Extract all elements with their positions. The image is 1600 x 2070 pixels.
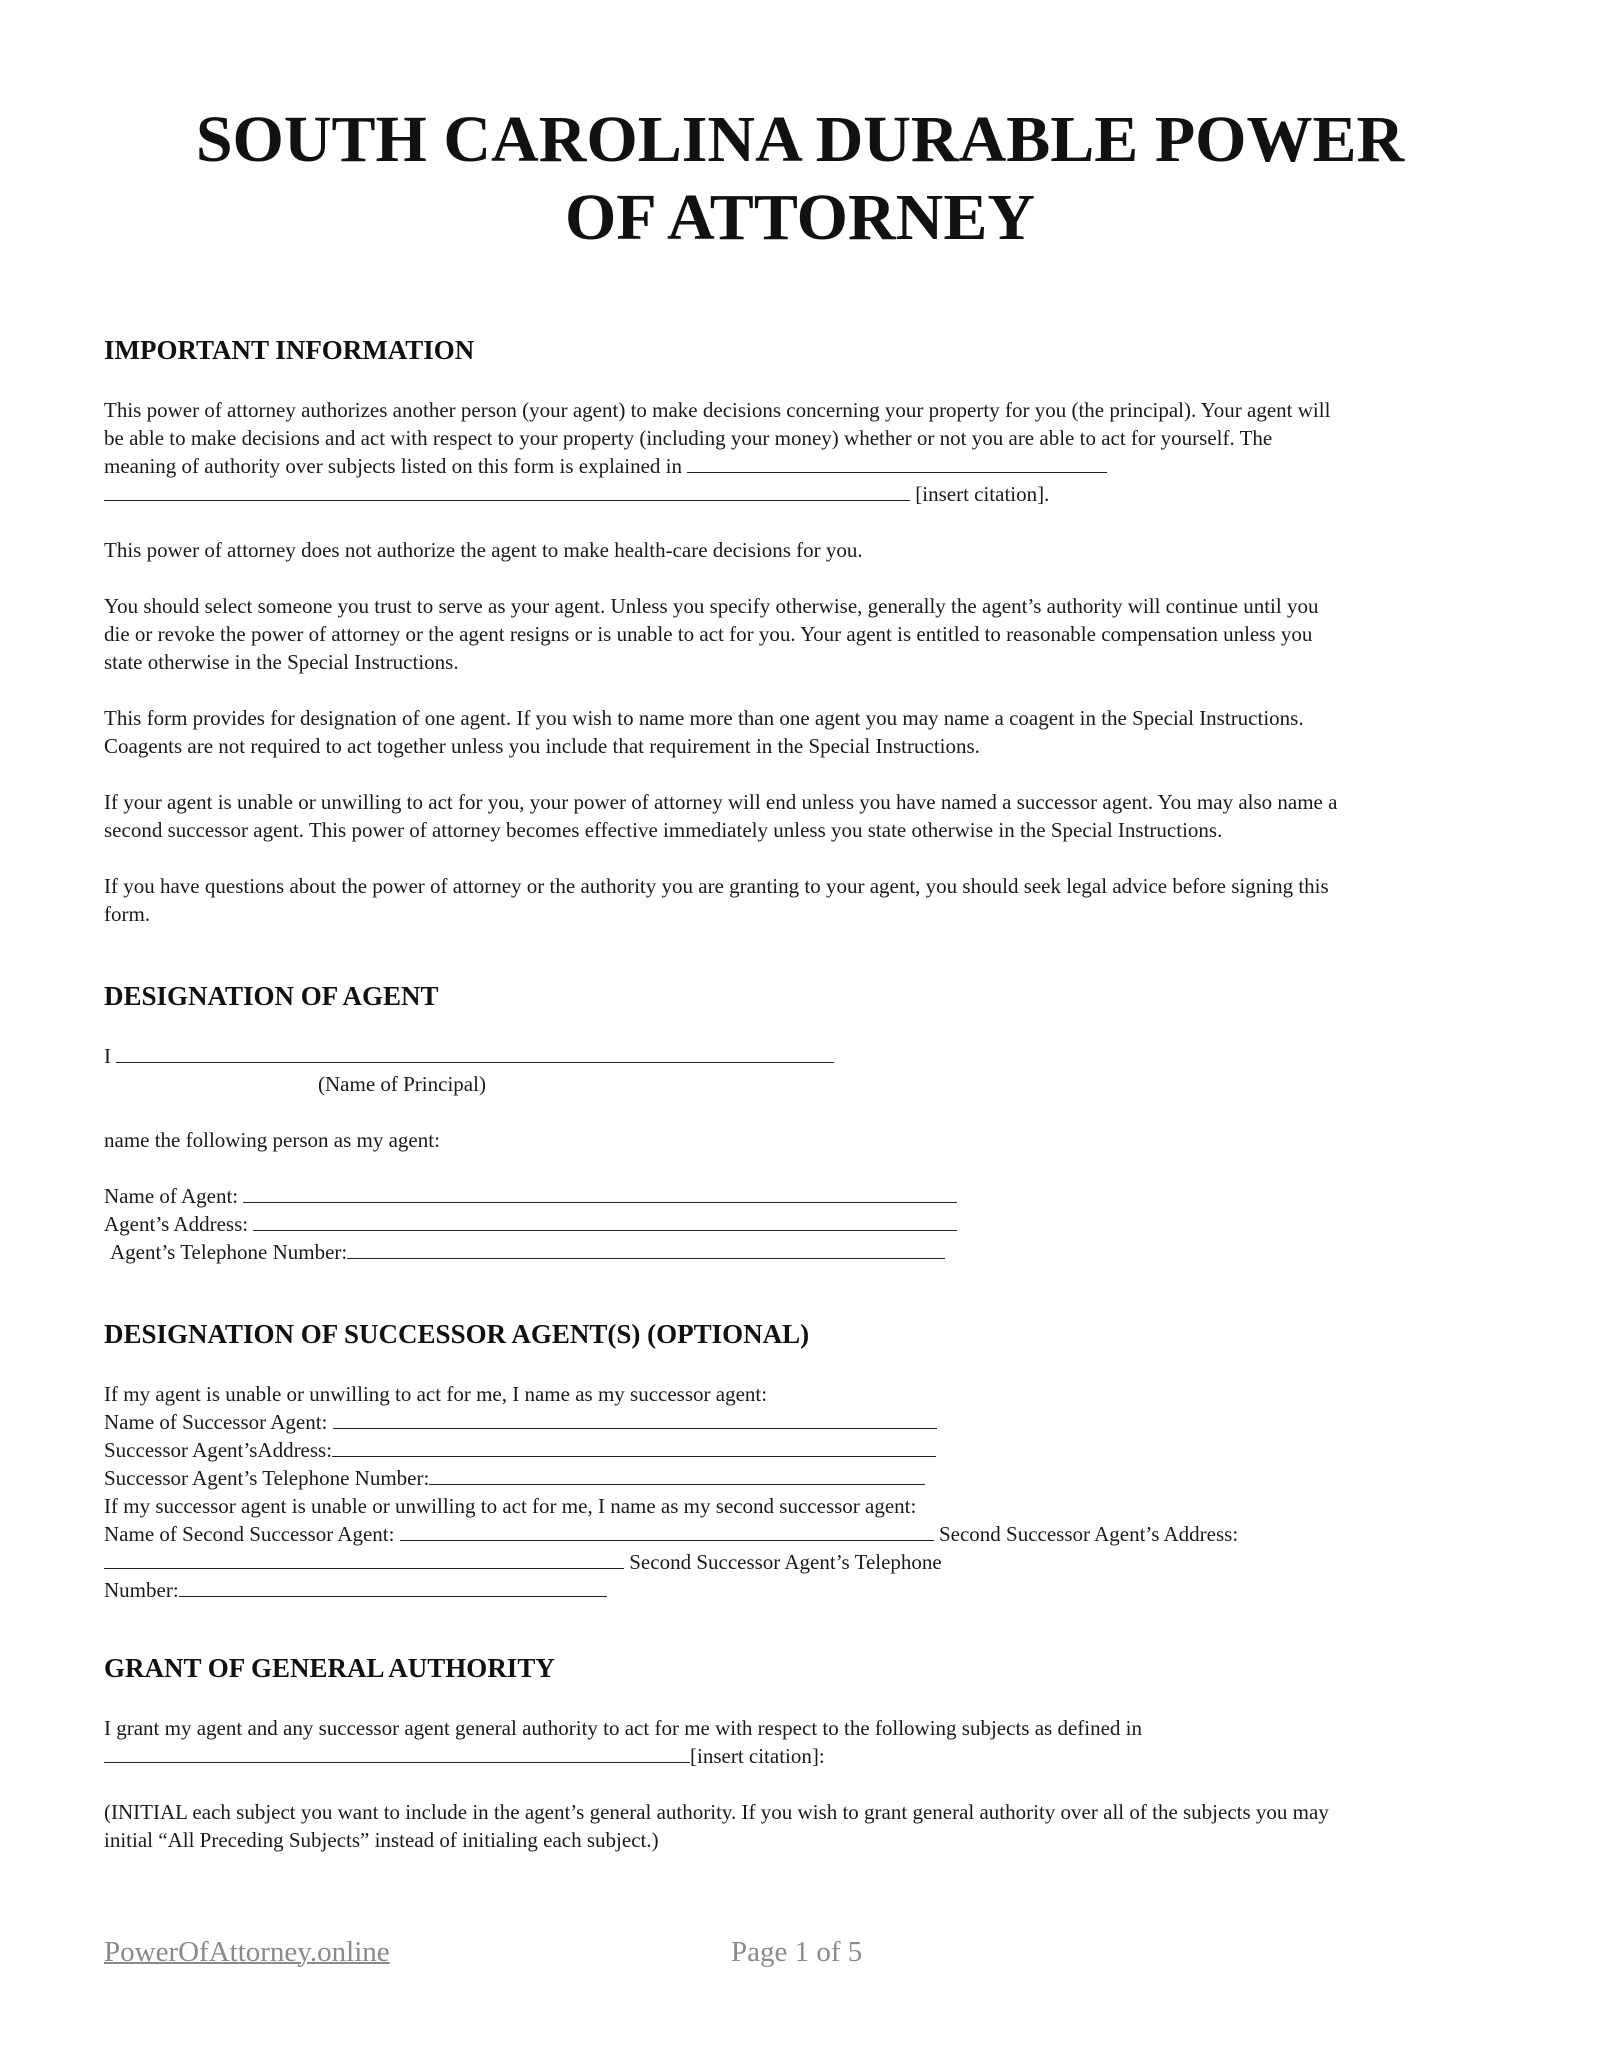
footer-site-link[interactable]: PowerOfAttorney.online [104, 1936, 390, 1968]
agent-address-row [104, 1210, 957, 1238]
agent-name-label: Name of Agent: [104, 1184, 239, 1208]
insert-citation-text: [insert citation]. [915, 482, 1050, 506]
second-successor-phone-label-part2: Number: [104, 1578, 179, 1602]
important-info-p5-line2: second successor agent. This power of attorney becomes effective immediately unless you state otherwise in the Special Instructions. [104, 818, 1223, 842]
important-info-p3-line2: die or revoke the power of attorney or the agent resigns or is unable to act for you. Your agent is entitled to reasonable compensation unless you [104, 622, 1313, 646]
second-successor-intro-text: If my successor agent is unable or unwilling to act for me, I name as my second successor agent: [104, 1494, 917, 1518]
citation-blank-2[interactable] [104, 480, 910, 501]
principal-prefix: I [104, 1044, 111, 1068]
successor-address-label: Successor Agent’sAddress: [104, 1438, 333, 1462]
document-title-line-2: OF ATTORNEY [564, 181, 1036, 254]
second-successor-address-row [104, 1548, 942, 1576]
successor-address-field[interactable] [332, 1436, 936, 1457]
important-info-p5-line1: If your agent is unable or unwilling to act for you, your power of attorney will end unless you have named a successor agent. You may also name a [104, 790, 1338, 814]
agent-address-field[interactable] [253, 1210, 957, 1231]
section-heading-important-information: IMPORTANT INFORMATION [104, 335, 475, 365]
important-info-p1-line1: This power of attorney authorizes another person (your agent) to make decisions concerning your property for you (the principal). Your agent will [104, 398, 1331, 422]
principal-name-field[interactable] [116, 1042, 834, 1063]
second-successor-address-field[interactable] [104, 1548, 624, 1569]
general-authority-p2-line1: (INITIAL each subject you want to include in the agent’s general authority. If you wish to grant general authority over all of the subjects you may [104, 1800, 1329, 1824]
successor-name-row [104, 1408, 937, 1436]
important-info-p1-line3 [104, 452, 1107, 480]
second-successor-name-field[interactable] [400, 1520, 934, 1541]
successor-address-row [104, 1436, 936, 1464]
agent-name-field[interactable] [243, 1182, 957, 1203]
general-authority-citation-field[interactable] [104, 1742, 690, 1763]
second-successor-phone-label-part1: Second Successor Agent’s Telephone [629, 1550, 942, 1574]
agent-name-row [104, 1182, 957, 1210]
citation-blank-1[interactable] [687, 452, 1107, 473]
important-info-p6-line1: If you have questions about the power of attorney or the authority you are granting to your agent, you should seek legal advice before signing this [104, 874, 1329, 898]
section-heading-successor-agents: DESIGNATION OF SUCCESSOR AGENT(S) (OPTIONAL) [104, 1319, 810, 1349]
section-heading-general-authority: GRANT OF GENERAL AUTHORITY [104, 1653, 555, 1683]
general-authority-insert-citation: [insert citation]: [690, 1744, 825, 1768]
important-info-p3-line3: state otherwise in the Special Instructions. [104, 650, 459, 674]
section-heading-designation-of-agent: DESIGNATION OF AGENT [104, 981, 439, 1011]
successor-name-field[interactable] [333, 1408, 937, 1429]
agent-phone-label: Agent’s Telephone Number: [110, 1240, 348, 1264]
footer-page-indicator: Page 1 of 5 [731, 1936, 863, 1968]
successor-intro-text: If my agent is unable or unwilling to act for me, I name as my successor agent: [104, 1382, 768, 1406]
important-info-p4-line2: Coagents are not required to act together unless you include that requirement in the Special Instructions. [104, 734, 980, 758]
second-successor-name-row [104, 1520, 1238, 1548]
important-info-p1-line2: be able to make decisions and act with respect to your property (including your money) whether or not you are able to act for yourself. The [104, 426, 1273, 450]
important-info-p1-line4 [104, 480, 1049, 508]
important-info-p4-line1: This form provides for designation of one agent. If you wish to name more than one agent you may name a coagent in the Special Instructions. [104, 706, 1304, 730]
second-successor-address-label: Second Successor Agent’s Address: [938, 1522, 1239, 1546]
successor-phone-row [104, 1464, 925, 1492]
document-title-line-1: SOUTH CAROLINA DURABLE POWER [195, 103, 1405, 176]
important-info-p3-line1: You should select someone you trust to serve as your agent. Unless you specify otherwise, generally the agent’s authority will continue until you [104, 594, 1319, 618]
citation-lead-text: meaning of authority over subjects listed on this form is explained in [104, 454, 682, 478]
agent-phone-field[interactable] [347, 1238, 945, 1259]
important-info-p6-line2: form. [104, 902, 151, 926]
general-authority-p2-line2: initial “All Preceding Subjects” instead of initialing each subject.) [104, 1828, 659, 1852]
second-successor-name-label: Name of Second Successor Agent: [104, 1522, 395, 1546]
successor-phone-field[interactable] [429, 1464, 925, 1485]
agent-intro-text: name the following person as my agent: [104, 1128, 440, 1152]
general-authority-p1-line1: I grant my agent and any successor agent general authority to act for me with respect to the following subjects as defined in [104, 1716, 1143, 1740]
principal-name-row [104, 1042, 834, 1070]
agent-address-label: Agent’s Address: [104, 1212, 249, 1236]
second-successor-phone-row [104, 1576, 607, 1604]
principal-name-caption: (Name of Principal) [318, 1072, 486, 1096]
general-authority-p1-line2 [104, 1742, 825, 1770]
successor-phone-label: Successor Agent’s Telephone Number: [104, 1466, 430, 1490]
important-info-p2: This power of attorney does not authorize the agent to make health-care decisions for you. [104, 538, 863, 562]
agent-phone-row [110, 1238, 945, 1266]
successor-name-label: Name of Successor Agent: [104, 1410, 328, 1434]
second-successor-phone-field[interactable] [179, 1576, 607, 1597]
